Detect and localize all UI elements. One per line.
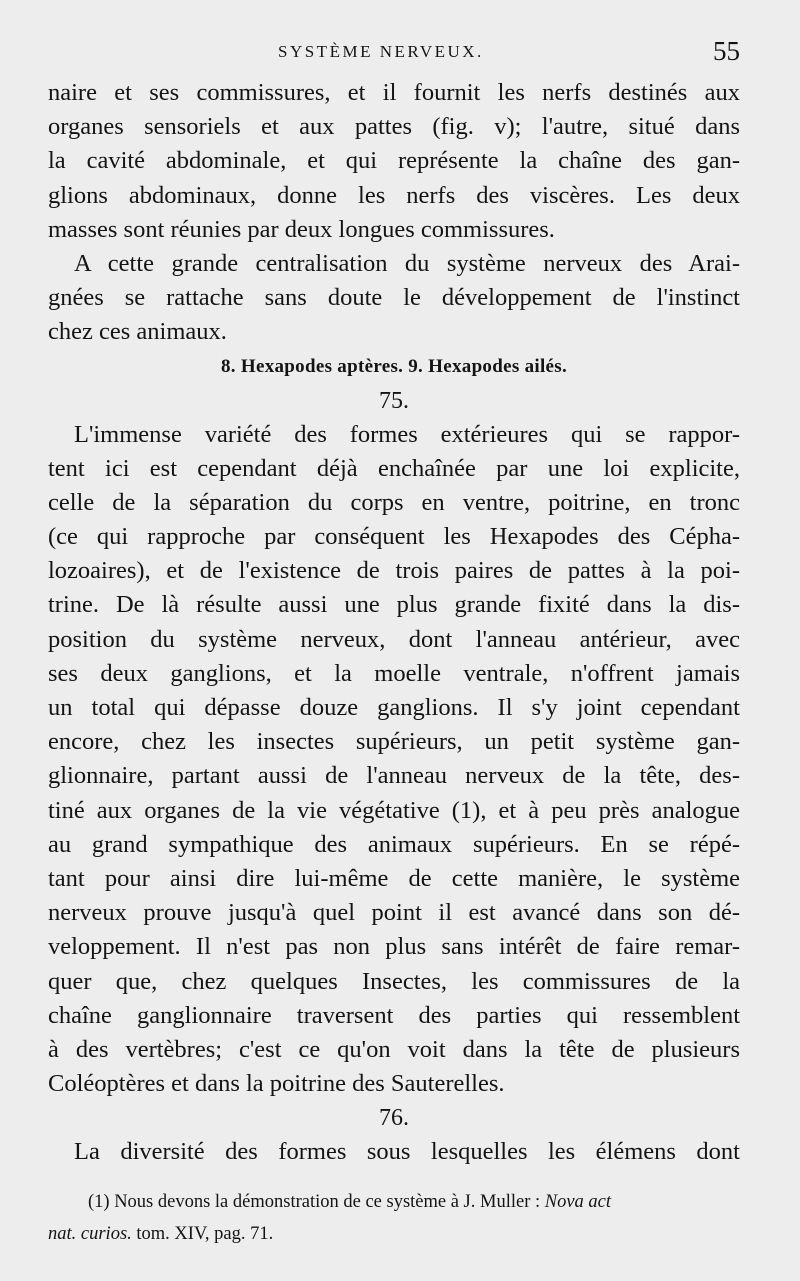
text-line: encore, chez les insectes supérieurs, un petit système gan- xyxy=(48,728,740,756)
text-line: au grand sympathique des animaux supérieurs. En se répé- xyxy=(48,830,740,858)
text-line: glions abdominaux, donne les nerfs des viscères. Les deux xyxy=(48,181,740,209)
text-line: glionnaire, partant aussi de l'anneau nerveux de la tête, des- xyxy=(48,762,740,790)
text-line: à des vertèbres; c'est ce qu'on voit dans la tête de plusieurs xyxy=(48,1035,740,1063)
text-line: trine. De là résulte aussi une plus grande fixité dans la dis- xyxy=(48,591,740,619)
text-line: lozoaires), et de l'existence de trois paires de pattes à la poi- xyxy=(48,557,740,585)
text-line: naire et ses commissures, et il fournit les nerfs destinés aux xyxy=(48,79,740,106)
text-line: chaîne ganglionnaire traversent des parties qui ressemblent xyxy=(48,1001,740,1029)
text-line: quer que, chez quelques Insectes, les commissures de la xyxy=(48,967,740,995)
section-number-76: 76. xyxy=(379,1105,409,1132)
footnote-text: tom. XIV, pag. 71. xyxy=(131,1224,274,1244)
section-number-75: 75. xyxy=(379,387,409,414)
text-line: un total qui dépasse douze ganglions. Il s'y joint cependant xyxy=(48,694,740,721)
footnote-text: (1) Nous devons la démonstration de ce système à J. Muller : xyxy=(88,1192,545,1212)
text-line: tiné aux organes de la vie végétative (1), et à peu près analogue xyxy=(48,796,740,824)
footnote xyxy=(48,1186,740,1250)
text-line: la cavité abdominale, et qui représente la chaîne des gan- xyxy=(48,147,740,175)
running-title: SYSTÈME NERVEUX. xyxy=(278,42,484,61)
footnote-citation-italic: nat. curios. xyxy=(48,1224,132,1244)
text-line: chez ces animaux. xyxy=(48,318,227,346)
text-line: ses deux ganglions, et la moelle ventrale, n'offrent jamais xyxy=(48,659,740,687)
main-text xyxy=(48,76,740,1169)
text-line: (ce qui rapproche par conséquent les Hexapodes des Cépha- xyxy=(48,523,740,551)
text-line: nerveux prouve jusqu'à quel point il est avancé dans son dé- xyxy=(48,899,740,927)
footnote-citation-italic: Nova act xyxy=(544,1192,612,1212)
text-line: L'immense variété des formes extérieures qui se rappor- xyxy=(74,420,740,448)
text-line: position du système nerveux, dont l'anneau antérieur, avec xyxy=(48,625,740,653)
text-line: veloppement. Il n'est pas non plus sans intérêt de faire remar- xyxy=(48,933,740,961)
text-line: tant pour ainsi dire lui-même de cette manière, le système xyxy=(48,864,740,892)
text-line: tent ici est cependant déjà enchaînée par une loi explicite, xyxy=(48,454,740,482)
text-line: A cette grande centralisation du système nerveux des Arai- xyxy=(74,249,740,277)
text-line: gnées se rattache sans doute le développement de l'instinct xyxy=(48,284,740,312)
text-line: celle de la séparation du corps en ventre, poitrine, en tronc xyxy=(48,488,740,516)
text-line: organes sensoriels et aux pattes (fig. v); l'autre, situé dans xyxy=(48,113,740,141)
section-subheading: 8. Hexapodes aptères. 9. Hexapodes ailés. xyxy=(220,355,568,377)
page-number: 55 xyxy=(713,36,740,66)
text-line: Coléoptères et dans la poitrine des Sauterelles. xyxy=(48,1070,505,1098)
text-line: La diversité des formes sous lesquelles les élémens dont xyxy=(74,1138,740,1166)
text-line: masses sont réunies par deux longues commissures. xyxy=(48,215,555,243)
page-header xyxy=(48,36,740,70)
footnote-line-1 xyxy=(48,1186,740,1218)
footnote-line-2 xyxy=(48,1218,740,1250)
